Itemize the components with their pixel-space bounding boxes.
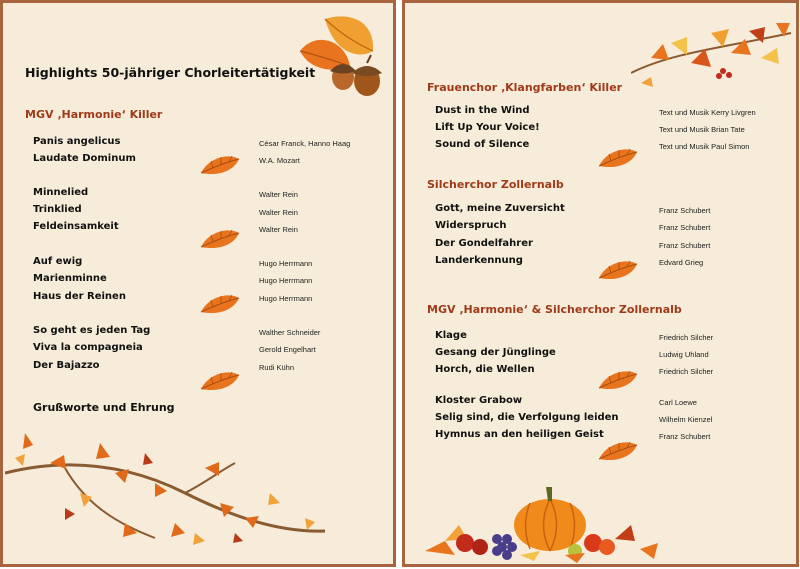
song-composer: Hugo Herrmann bbox=[259, 294, 313, 303]
song-composer: Walter Rein bbox=[259, 190, 298, 199]
autumn-leaves-icon bbox=[631, 13, 796, 93]
song-title: Panis angelicus bbox=[33, 136, 121, 147]
song-composer: Hugo Herrmann bbox=[259, 259, 313, 268]
song-composer: Franz Schubert bbox=[659, 206, 711, 215]
song-title: Gott, meine Zuversicht bbox=[435, 203, 565, 214]
song-composer: Walther Schneider bbox=[259, 328, 321, 337]
song-title: Klage bbox=[435, 330, 467, 341]
song-composer: César Franck, Hanno Haag bbox=[259, 139, 351, 148]
grapes-icon bbox=[492, 534, 517, 560]
song-title: So geht es jeden Tag bbox=[33, 325, 151, 336]
acorn-icon bbox=[295, 11, 395, 103]
song-title: Hymnus an den heiligen Geist bbox=[435, 429, 604, 440]
song-title: Laudate Dominum bbox=[33, 153, 136, 164]
song-composer: Walter Rein bbox=[259, 208, 298, 217]
closing-item: Grußworte und Ehrung bbox=[33, 401, 175, 414]
section-heading: MGV ‚Harmonie‘ & Silcherchor Zollernalb bbox=[427, 303, 682, 316]
song-composer: Rudi Kühn bbox=[259, 363, 295, 372]
pumpkin-icon bbox=[425, 481, 665, 563]
song-composer: Ludwig Uhland bbox=[659, 350, 709, 359]
song-composer: Text und Musik Brian Tate bbox=[659, 125, 745, 134]
song-title: Feldeinsamkeit bbox=[33, 221, 119, 232]
page-title: Highlights 50-jähriger Chorleitertätigkeit bbox=[25, 65, 316, 80]
maple-leaf-icon bbox=[199, 227, 241, 251]
section-heading: Frauenchor ‚Klangfarben‘ Killer bbox=[427, 81, 623, 94]
song-composer: Edvard Grieg bbox=[659, 258, 704, 267]
maple-leaf-icon bbox=[597, 368, 639, 392]
song-title: Kloster Grabow bbox=[435, 395, 523, 406]
song-composer: Franz Schubert bbox=[659, 241, 711, 250]
song-composer: Carl Loewe bbox=[659, 398, 697, 407]
song-title: Selig sind, die Verfolgung leiden bbox=[435, 412, 619, 423]
maple-leaf-icon bbox=[199, 369, 241, 393]
left-page bbox=[0, 0, 396, 567]
section-heading: MGV ‚Harmonie‘ Killer bbox=[25, 108, 163, 121]
song-title: Auf ewig bbox=[33, 256, 83, 267]
right-page bbox=[402, 0, 799, 567]
song-composer: Gerold Engelhart bbox=[259, 345, 316, 354]
song-title: Der Bajazzo bbox=[33, 360, 100, 371]
song-title: Sound of Silence bbox=[435, 139, 530, 150]
maple-leaf-icon bbox=[597, 258, 639, 282]
song-composer: Franz Schubert bbox=[659, 223, 711, 232]
maple-leaf-icon bbox=[199, 292, 241, 316]
song-composer: Friedrich Silcher bbox=[659, 333, 714, 342]
song-composer: Franz Schubert bbox=[659, 432, 711, 441]
song-composer: Hugo Herrmann bbox=[259, 276, 313, 285]
song-composer: Walter Rein bbox=[259, 225, 298, 234]
autumn-branch-icon bbox=[5, 423, 335, 565]
song-title: Landerkennung bbox=[435, 255, 523, 266]
song-title: Der Gondelfahrer bbox=[435, 238, 533, 249]
song-title: Dust in the Wind bbox=[435, 105, 530, 116]
song-title: Trinklied bbox=[33, 204, 82, 215]
song-title: Marienminne bbox=[33, 273, 107, 284]
section-heading: Silcherchor Zollernalb bbox=[427, 178, 564, 191]
song-title: Haus der Reinen bbox=[33, 291, 126, 302]
song-title: Viva la compagneia bbox=[33, 342, 143, 353]
song-composer: W.A. Mozart bbox=[259, 156, 300, 165]
song-composer: Text und Musik Paul Simon bbox=[659, 142, 750, 151]
maple-leaf-icon bbox=[597, 146, 639, 170]
song-composer: Wilhelm Kienzel bbox=[659, 415, 713, 424]
song-composer: Friedrich Silcher bbox=[659, 367, 714, 376]
song-composer: Text und Musik Kerry Livgren bbox=[659, 108, 756, 117]
song-title: Minnelied bbox=[33, 187, 89, 198]
maple-leaf-icon bbox=[597, 439, 639, 463]
song-title: Horch, die Wellen bbox=[435, 364, 535, 375]
song-title: Lift Up Your Voice! bbox=[435, 122, 540, 133]
maple-leaf-icon bbox=[199, 153, 241, 177]
song-title: Widerspruch bbox=[435, 220, 507, 231]
song-title: Gesang der Jünglinge bbox=[435, 347, 556, 358]
